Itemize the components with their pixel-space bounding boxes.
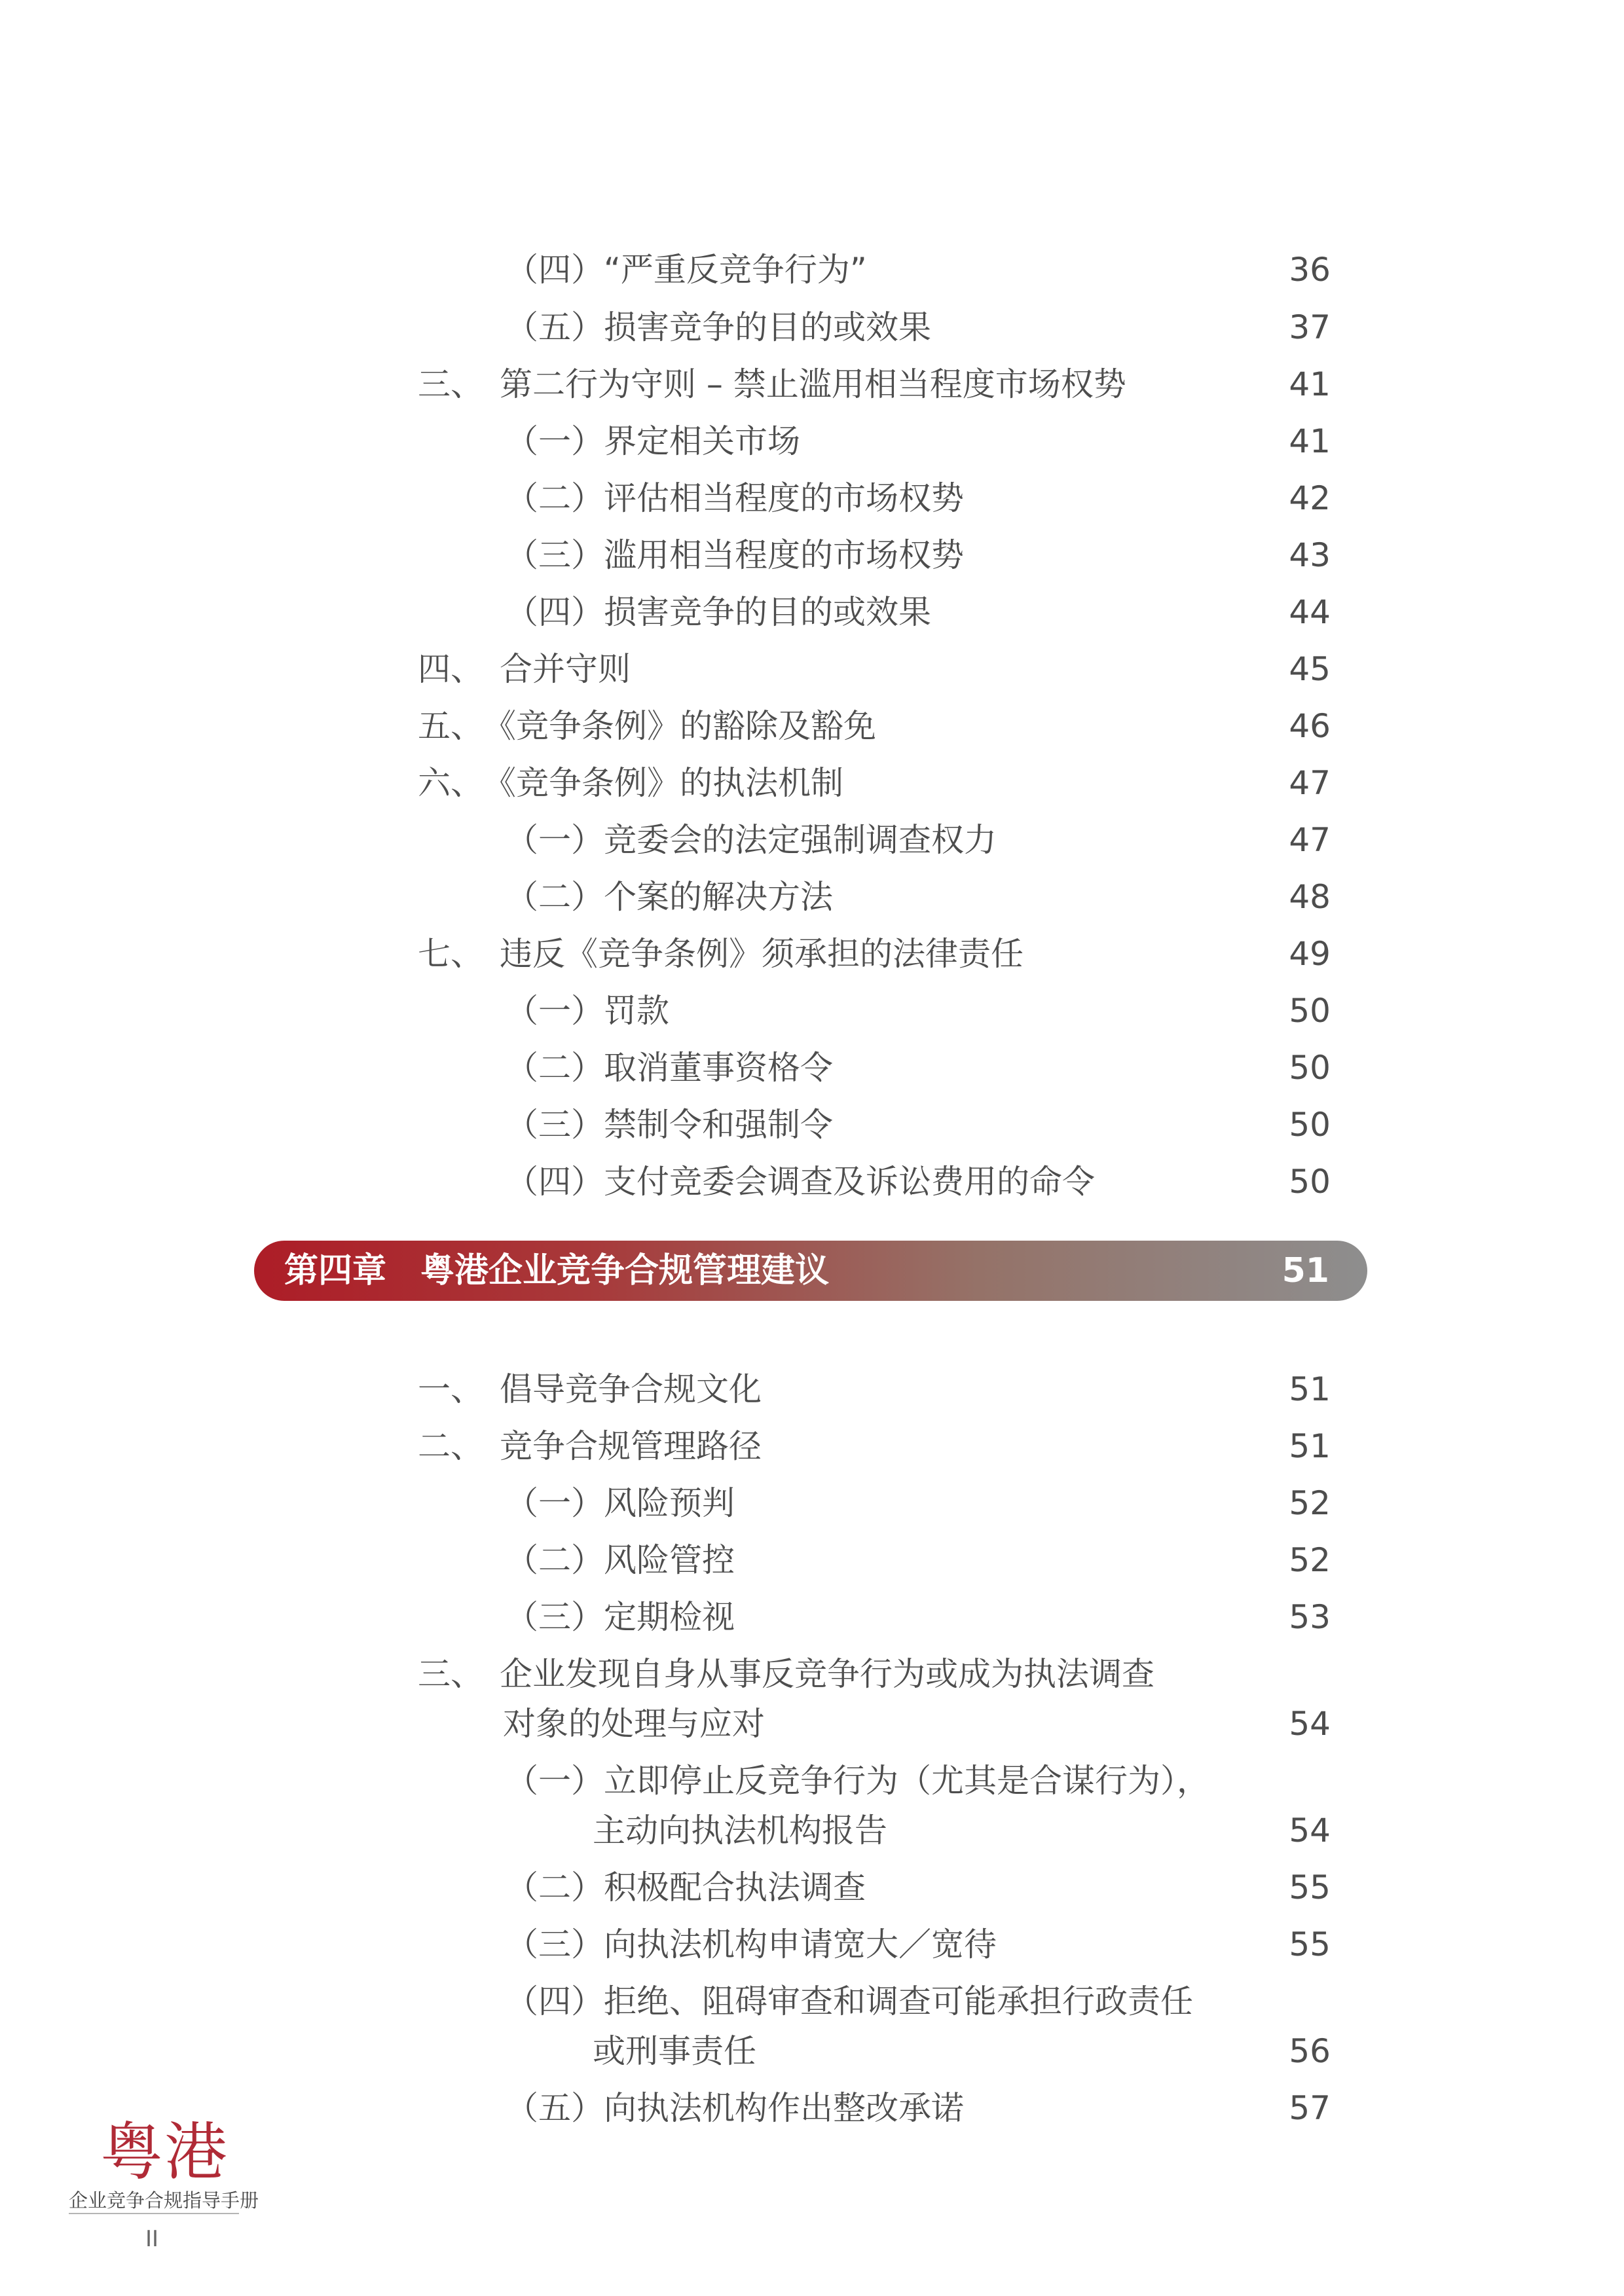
toc-entry-page[interactable]: 50	[1289, 1049, 1331, 1087]
toc-entry-text[interactable]: （一）罚款	[506, 992, 669, 1030]
toc-entry-page[interactable]: 50	[1289, 1106, 1331, 1144]
toc-entry-text[interactable]: 三、 第二行为守则 – 禁止滥用相当程度市场权势	[418, 365, 1126, 403]
toc-entry-text[interactable]: （四）“严重反竞争行为”	[506, 251, 867, 289]
toc-entry-page[interactable]: 55	[1289, 1925, 1331, 1963]
toc-entry-text[interactable]: （五）损害竞争的目的或效果	[506, 308, 931, 346]
toc-entry-text[interactable]: （二）风险管控	[506, 1541, 735, 1579]
toc-entry-text[interactable]: 三、 企业发现自身从事反竞争行为或成为执法调查	[418, 1655, 1154, 1693]
toc-entry-page[interactable]: 43	[1289, 536, 1331, 574]
toc-entry-page[interactable]: 56	[1289, 2032, 1331, 2070]
toc-entry-text[interactable]: 四、 合并守则	[418, 650, 631, 688]
toc-entry-text[interactable]: （一）风险预判	[506, 1484, 735, 1522]
toc-entry-text[interactable]: 五、 《竞争条例》的豁除及豁免	[418, 707, 876, 745]
toc-entry-text[interactable]: （一）界定相关市场	[506, 422, 800, 460]
toc-entry-text[interactable]: （一）竞委会的法定强制调查权力	[506, 821, 997, 859]
toc-entry-page[interactable]: 54	[1289, 1812, 1331, 1850]
toc-entry-page[interactable]: 54	[1289, 1705, 1331, 1743]
toc-entry-text[interactable]: 或刑事责任	[593, 2032, 756, 2070]
toc-entry-text[interactable]: （二）积极配合执法调查	[506, 1868, 866, 1906]
toc-entry-page[interactable]: 45	[1289, 650, 1331, 688]
toc-entry-page[interactable]: 51	[1289, 1427, 1331, 1465]
toc-entry-text[interactable]: 二、 竞争合规管理路径	[418, 1427, 762, 1465]
toc-entry-page[interactable]: 42	[1289, 479, 1331, 517]
toc-entry-page[interactable]: 55	[1289, 1868, 1331, 1906]
page-number: II	[145, 2226, 159, 2252]
toc-entry-text[interactable]: （二）取消董事资格令	[506, 1049, 833, 1087]
toc-entry-text[interactable]: （二）评估相当程度的市场权势	[506, 479, 964, 517]
toc-entry-text[interactable]: （四）支付竞委会调查及诉讼费用的命令	[506, 1163, 1095, 1201]
toc-entry-text[interactable]: 七、 违反《竞争条例》须承担的法律责任	[418, 935, 1024, 973]
toc-entry-page[interactable]: 41	[1289, 422, 1331, 460]
toc-entry-text[interactable]: （四）拒绝、阻碍审查和调查可能承担行政责任	[506, 1982, 1193, 2020]
toc-entry-text[interactable]: （一）立即停止反竞争行为（尤其是合谋行为），	[506, 1762, 1209, 1800]
chapter-page-number: 51	[1282, 1251, 1329, 1290]
toc-entry-text[interactable]: （三）向执法机构申请宽大／宽待	[506, 1925, 997, 1963]
chapter-four-heading[interactable]	[254, 1241, 1367, 1301]
logo-mark: 粤港	[100, 2115, 229, 2189]
toc-entry-page[interactable]: 48	[1289, 878, 1331, 916]
toc-entry-page[interactable]: 47	[1289, 821, 1331, 859]
handbook-logo	[69, 2115, 259, 2212]
chapter-title: 第四章 粤港企业竞争合规管理建议	[284, 1251, 830, 1290]
toc-entry-page[interactable]: 41	[1289, 365, 1331, 403]
toc-entry-page[interactable]: 57	[1289, 2089, 1331, 2127]
logo-subtitle: 企业竞争合规指导手册	[69, 2189, 259, 2212]
toc-entry-page[interactable]: 49	[1289, 935, 1331, 973]
toc-entry-text[interactable]: 主动向执法机构报告	[593, 1812, 887, 1850]
toc-entry-text[interactable]: （三）禁制令和强制令	[506, 1106, 833, 1144]
toc-entry-text[interactable]: 对象的处理与应对	[503, 1705, 765, 1743]
toc-entry-text[interactable]: 一、 倡导竞争合规文化	[418, 1370, 762, 1408]
toc-entry-text[interactable]: （五）向执法机构作出整改承诺	[506, 2089, 964, 2127]
toc-entry-text[interactable]: （三）滥用相当程度的市场权势	[506, 536, 964, 574]
toc-entry-page[interactable]: 46	[1289, 707, 1331, 745]
toc-entry-text[interactable]: 六、 《竞争条例》的执法机制	[418, 764, 843, 802]
toc-entry-page[interactable]: 50	[1289, 992, 1331, 1030]
toc-entry-page[interactable]: 53	[1289, 1598, 1331, 1636]
toc-entry-page[interactable]: 47	[1289, 764, 1331, 802]
toc-entry-text[interactable]: （四）损害竞争的目的或效果	[506, 593, 931, 631]
footer-divider	[69, 2213, 239, 2214]
toc-entry-page[interactable]: 51	[1289, 1370, 1331, 1408]
toc-entry-page[interactable]: 52	[1289, 1541, 1331, 1579]
toc-entry-page[interactable]: 44	[1289, 593, 1331, 631]
toc-entry-page[interactable]: 52	[1289, 1484, 1331, 1522]
toc-entry-text[interactable]: （三）定期检视	[506, 1598, 735, 1636]
toc-entry-page[interactable]: 50	[1289, 1163, 1331, 1201]
toc-entry-text[interactable]: （二）个案的解决方法	[506, 878, 833, 916]
toc-entry-page[interactable]: 37	[1289, 308, 1331, 346]
toc-entry-page[interactable]: 36	[1289, 251, 1331, 289]
